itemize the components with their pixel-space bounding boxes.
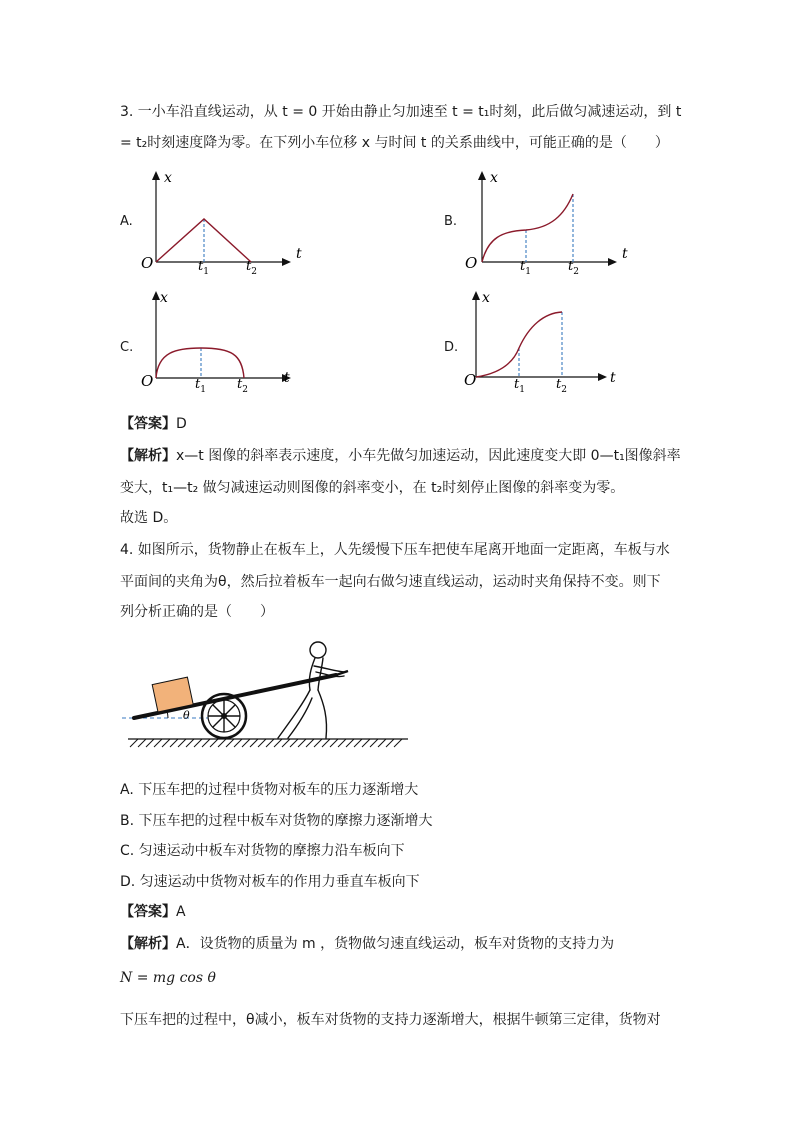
x-t-curve	[156, 348, 244, 378]
t1-label: $t_1$	[520, 259, 531, 277]
origin-label: O	[465, 254, 478, 272]
x-axis-arrow	[282, 258, 291, 266]
q3-analysis-line1: 【解析】x—t 图像的斜率表示速度，小车先做匀加速运动，因此速度变大即 0—t₁图像斜率	[120, 448, 681, 464]
q3-stem-line2: = t₂时刻速度降为零。在下列小车位移 x 与时间 t 的关系曲线中，可能正确的是（ ）	[120, 135, 669, 151]
x-t-curve	[476, 312, 562, 377]
q3-conclusion: 故选 D。	[120, 510, 178, 526]
q4-cart-figure	[118, 638, 418, 750]
x-axis-label: t	[284, 370, 290, 386]
q4-option-d: D. 匀速运动中货物对板车的作用力垂直车板向下	[120, 874, 420, 890]
q4-option-a: A. 下压车把的过程中货物对板车的压力逐渐增大	[120, 782, 419, 798]
y-axis-arrow	[152, 171, 160, 180]
q3-answer: 【答案】D	[120, 416, 187, 432]
t2-label: $t_2$	[246, 259, 257, 277]
t1-label: $t_1$	[195, 377, 206, 395]
q3-option-a-label: A.	[120, 214, 133, 229]
q4-analysis-line1: 【解析】A．设货物的质量为 m ，货物做匀速直线运动，板车对货物的支持力为	[120, 936, 615, 952]
origin-label: O	[141, 372, 154, 390]
q3-graph-c	[136, 288, 316, 400]
x-t-curve	[482, 194, 573, 262]
t1-label: $t_1$	[198, 259, 209, 277]
t1-label: $t_1$	[514, 377, 525, 395]
q3-analysis-line2: 变大，t₁—t₂ 做匀减速运动则图像的斜率变小，在 t₂时刻停止图像的斜率变为零。	[120, 480, 625, 496]
person-figure	[278, 642, 346, 738]
q3-graph-a	[136, 166, 316, 278]
q4-formula: N = mg cos θ	[120, 970, 216, 986]
t2-label: $t_2$	[237, 377, 248, 395]
q4-option-c: C. 匀速运动中板车对货物的摩擦力沿车板向下	[120, 843, 405, 859]
q4-stem-line1: 4. 如图所示，货物静止在板车上，人先缓慢下压车把使车尾离开地面一定距离，车板与水	[120, 542, 670, 558]
q3-graph-d	[462, 288, 642, 400]
y-axis-label: x	[490, 170, 498, 186]
y-axis-label: x	[160, 290, 168, 306]
q4-analysis-line2: 下压车把的过程中，θ减小，板车对货物的支持力逐渐增大，根据牛顿第三定律，货物对	[120, 1012, 661, 1028]
q3-option-d-label: D.	[444, 340, 459, 355]
y-axis-label: x	[164, 170, 172, 186]
x-axis-label: t	[296, 246, 302, 262]
x-axis-label: t	[610, 370, 616, 386]
t2-label: $t_2$	[568, 259, 579, 277]
q3-stem-line1: 3. 一小车沿直线运动，从 t = 0 开始由静止匀加速至 t = t₁时刻，此后做匀减速运动，到 t	[120, 104, 682, 120]
q4-stem-line2: 平面间的夹角为θ，然后拉着板车一起向右做匀速直线运动，运动时夹角保持不变。则下	[120, 574, 661, 590]
q3-option-c-label: C.	[120, 340, 134, 355]
q3-graph-b	[462, 166, 642, 278]
q4-option-b: B. 下压车把的过程中板车对货物的摩擦力逐渐增大	[120, 813, 433, 829]
t2-label: $t_2$	[556, 377, 567, 395]
x-axis-label: t	[622, 246, 628, 262]
ground-hatch	[130, 739, 402, 747]
q4-stem-line3: 列分析正确的是（ ）	[120, 604, 274, 620]
q4-answer: 【答案】A	[120, 904, 186, 920]
q3-option-b-label: B.	[444, 214, 458, 229]
origin-label: O	[141, 254, 154, 272]
origin-label: O	[464, 371, 477, 389]
theta-label: θ	[183, 709, 190, 722]
y-axis-label: x	[482, 290, 490, 306]
cart-wheel	[202, 694, 246, 738]
